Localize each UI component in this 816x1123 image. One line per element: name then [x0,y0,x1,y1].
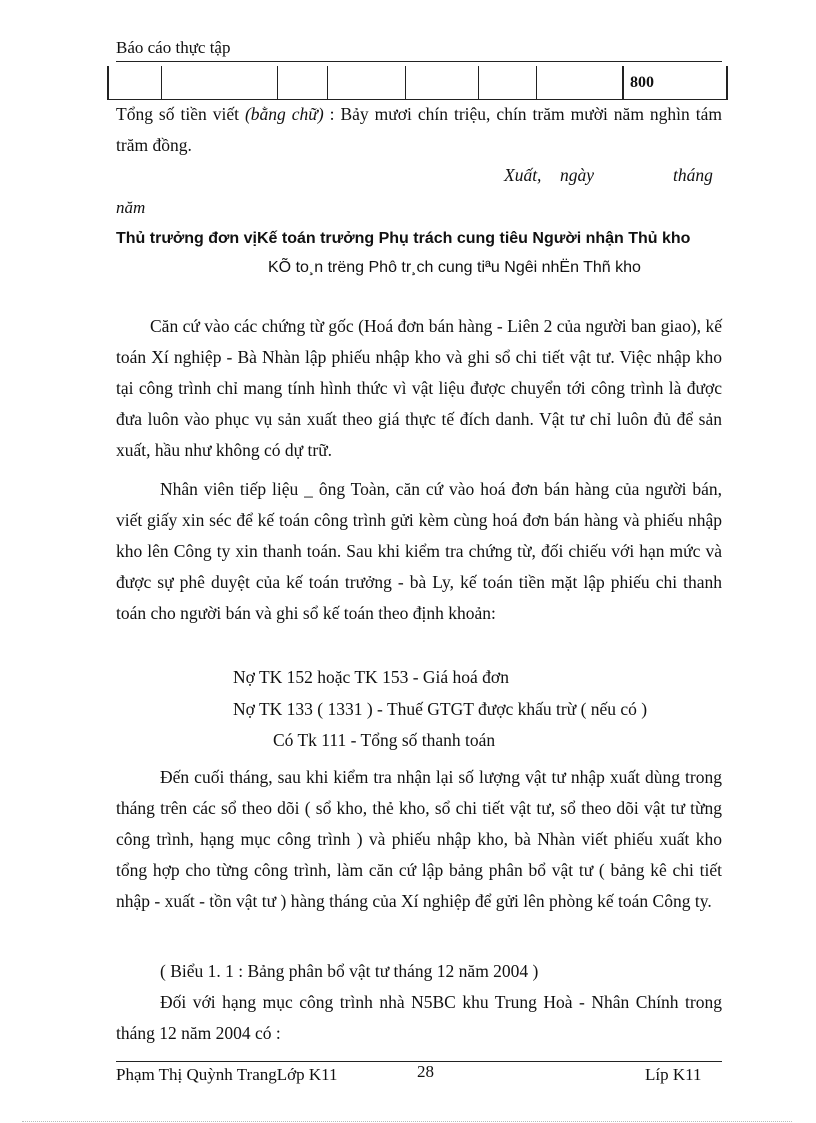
table-cell-total: 800 [624,66,728,100]
header-rule [116,61,722,62]
table-cell [537,66,623,100]
amount-in-words [116,99,722,161]
figure-reference: ( Biểu 1. 1 : Bảng phân bổ vật tư tháng 12 năm 2004 ) [160,961,539,981]
date-nam: năm [116,198,146,217]
footer-class: Líp K11 [645,1065,702,1084]
date-thang: tháng [673,165,713,185]
entry-credit-111: Có Tk 111 - Tổng số thanh toán [273,730,496,750]
page-edge [22,1121,792,1122]
amount-label-italic: (bằng chữ) [244,104,324,124]
paragraph: Căn cứ vào các chứng từ gốc (Hoá đơn bán hàng - Liên 2 của người ban giao), kế toán Xí nghiệp - Bà Nhàn lập phiếu nhập kho và ghi sổ chi tiết vật tư. Việc nhập kho tại công trình chỉ mang tính hình thức vì vật liệu được chuyển tới công trình là được đưa luôn vào phục vụ sản xuất theo giá thực tế đích danh. Vật tư chỉ luôn đủ để sản xuất, hầu như không có dự trữ. [116,316,722,460]
table-cell [406,66,479,100]
table-cell [108,66,162,100]
entry-debit-152: Nợ TK 152 hoặc TK 153 - Giá hoá đơn [233,667,509,687]
table-cell [479,66,537,100]
paragraph: Đối với hạng mục công trình nhà N5BC khu Trung Hoà - Nhân Chính trong tháng 12 năm 2004 có : [116,992,722,1043]
paragraph: Nhân viên tiếp liệu _ ông Toàn, căn cứ vào hoá đơn bán hàng của người bán, viết giấy xin séc để kế toán công trình gửi kèm cùng hoá đơn bán hàng và phiếu nhập kho lên Công ty xin thanh toán. Sau khi kiểm tra chứng từ, đối chiếu với hạn mức và được sự phê duyệt của kế toán trưởng - bà Ly, kế toán tiền mặt lập phiếu chi thanh toán cho người bán và ghi sổ kế toán theo định khoản: [116,479,722,623]
date-xuat: Xuất, [504,165,542,185]
paragraph: Đến cuối tháng, sau khi kiểm tra nhận lại số lượng vật tư nhập xuất dùng trong tháng trên các sổ theo dõi ( sổ kho, thẻ kho, sổ chi tiết vật tư, sổ theo dõi vật tư từng công trình, hạng mục công trình ) và phiếu nhập kho, bà Nhàn viết phiếu xuất kho tổng hợp cho từng công trình, làm căn cứ lập bảng phân bổ vật tư ( bảng kê chi tiết nhập - xuất - tồn vật tư ) hàng tháng của Xí nghiệp để gửi lên phòng kế toán Công ty. [116,767,722,911]
table-stub [107,66,728,100]
signature-row-legacy: KÕ to¸n trëng Phô tr¸ch cung tiªu Ngêi nhËn Thñ kho [268,259,641,276]
page-number: 28 [417,1062,434,1081]
entry-debit-133: Nợ TK 133 ( 1331 ) - Thuế GTGT được khấu trừ ( nếu có ) [233,699,648,719]
footer-author: Phạm Thị Quỳnh TrangLớp K11 [116,1065,338,1084]
amount-text: : Bảy mươi chín triệu, chín trăm mười năm nghìn tám trăm đồng. [116,104,723,155]
date-ngay: ngày [560,165,595,185]
table-cell [278,66,328,100]
table-cell [328,66,406,100]
header-title: Báo cáo thực tập [116,38,231,57]
table-cell [162,66,278,100]
signature-row: Thủ trưởng đơn vịKế toán trưởng Phụ trách cung tiêu Người nhận Thủ kho [116,230,691,247]
table-row [108,66,727,100]
amount-label: Tổng số tiền viết [116,104,245,124]
